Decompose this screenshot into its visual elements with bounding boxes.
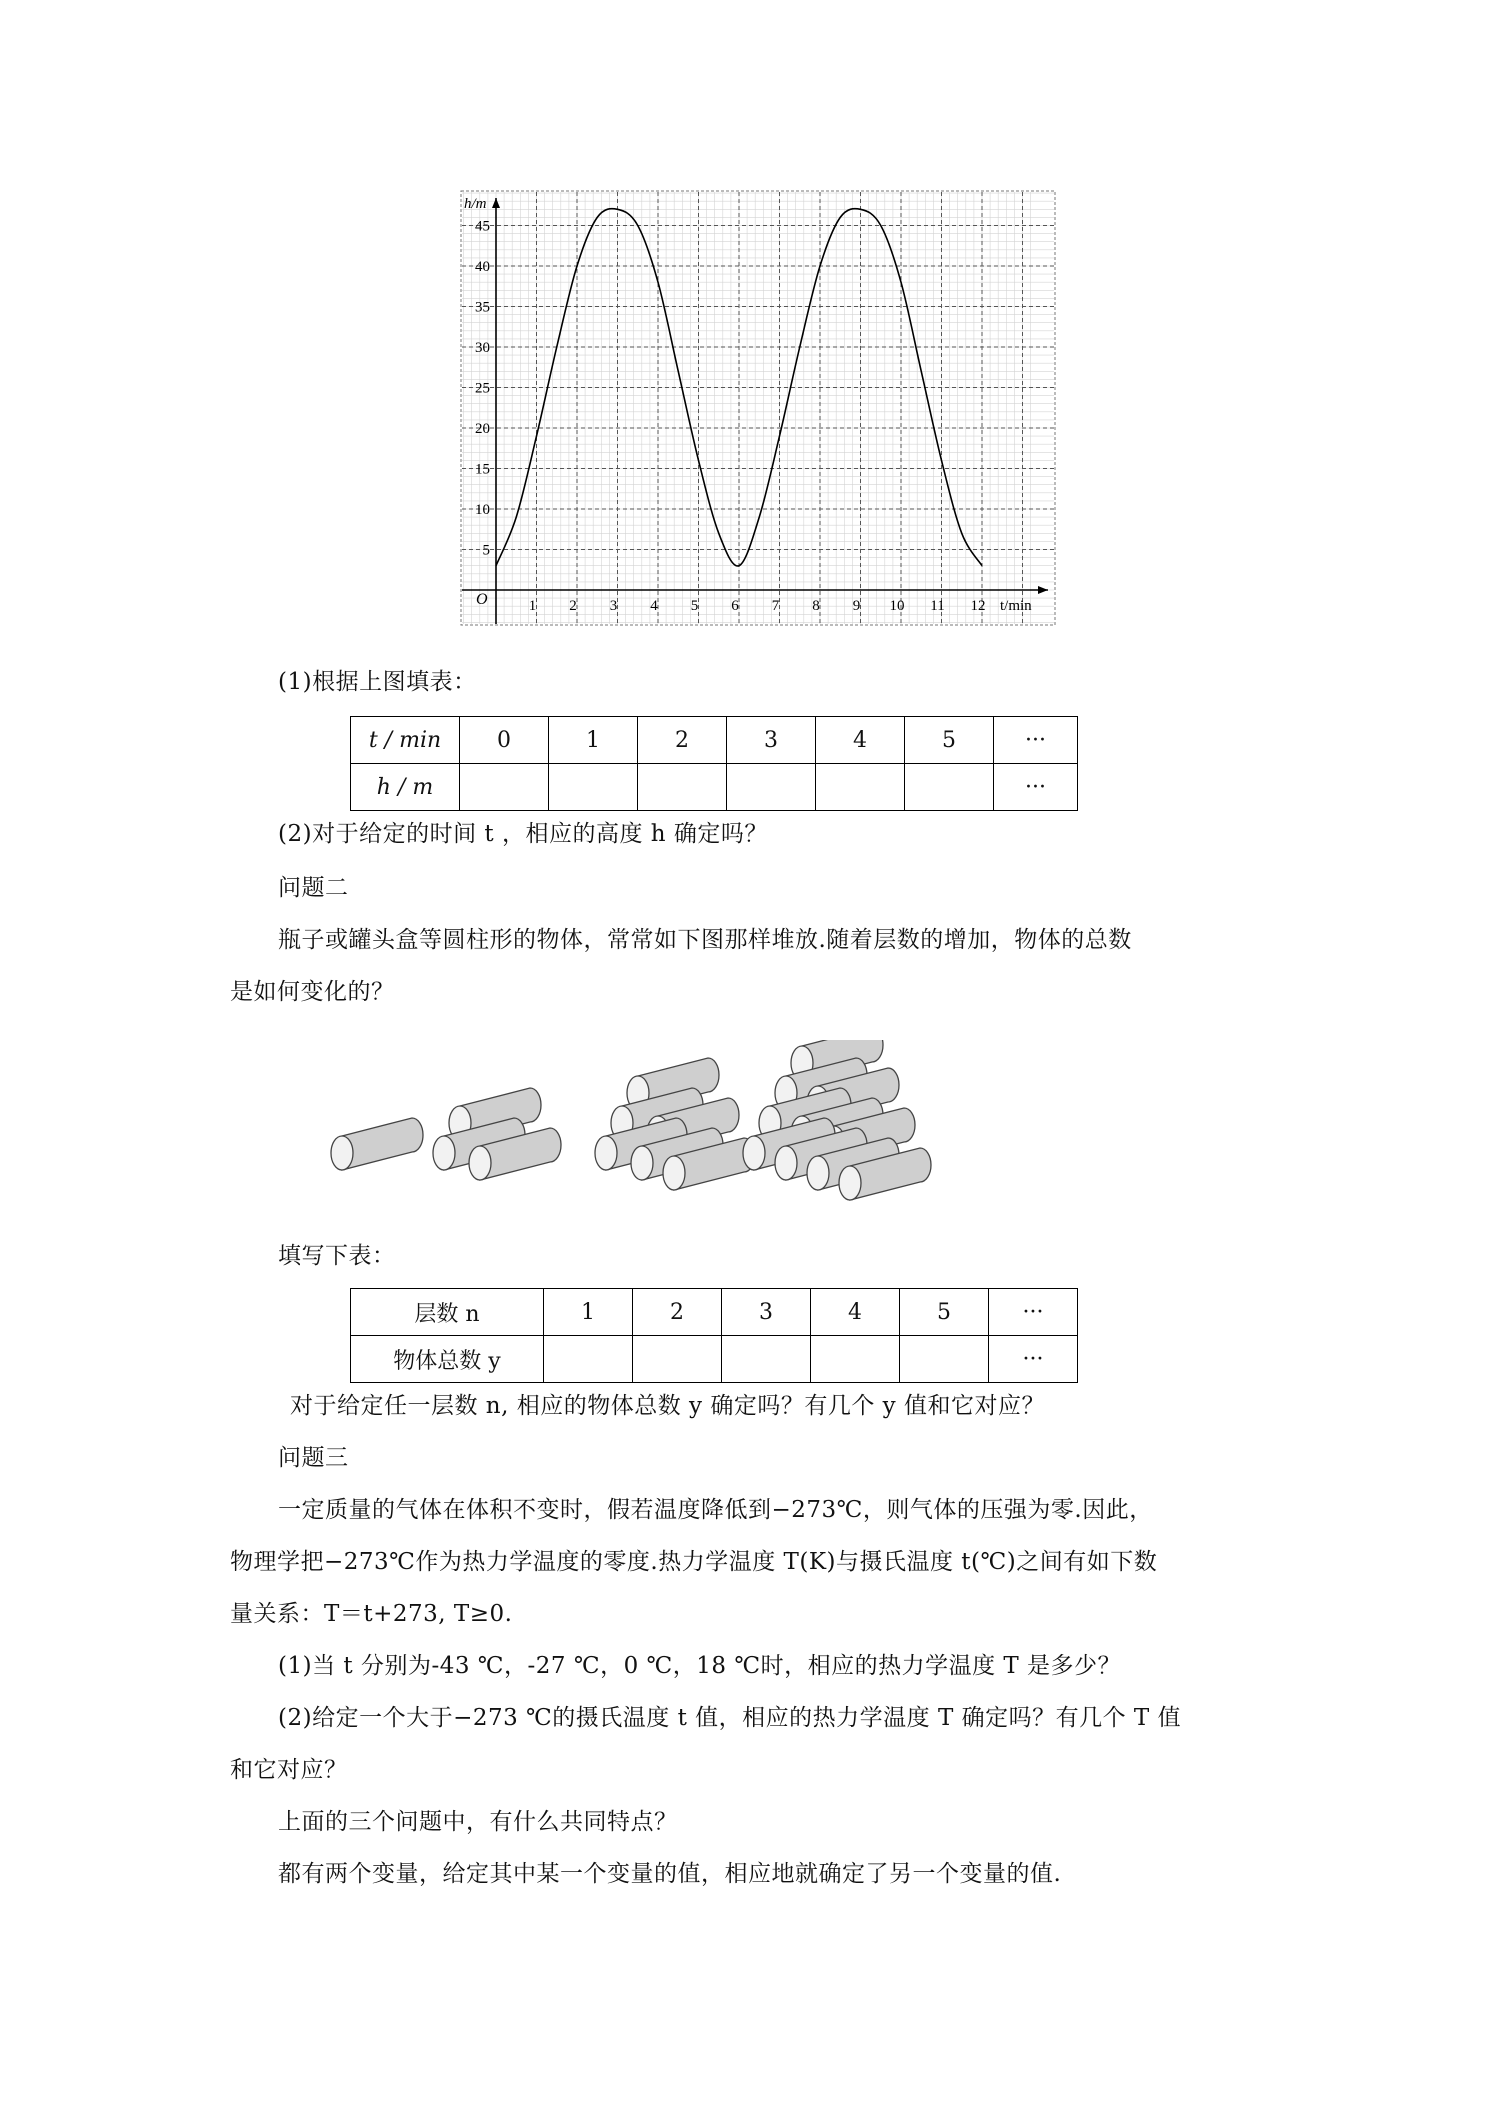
q1-part2: (2)对于给定的时间 t ，相应的高度 h 确定吗？ <box>278 821 768 847</box>
table-row <box>351 1289 1078 1336</box>
q3-line3: 量关系：T＝t+273, T≥0. <box>230 1601 513 1627</box>
table-cell <box>727 764 816 811</box>
q3-part2-line1: (2)给定一个大于−273 ℃的摄氏温度 t 值，相应的热力学温度 T 确定吗？有几个 T 值 <box>278 1705 1182 1731</box>
q2-question: 对于给定任一层数 n, 相应的物体总数 y 确定吗？有几个 y 值和它对应？ <box>290 1393 1045 1419</box>
table-cell: h / m <box>351 764 460 811</box>
table-row <box>351 1336 1078 1383</box>
table-cell <box>811 1336 900 1383</box>
table-cell: ··· <box>994 764 1078 811</box>
y-axis-label: h/m <box>464 196 487 212</box>
q1-part1: (1)根据上图填表： <box>278 669 477 695</box>
table-row <box>351 717 1078 764</box>
table-cell: 1 <box>544 1289 633 1336</box>
table-cell <box>633 1336 722 1383</box>
table-cell <box>722 1336 811 1383</box>
q3-part1: (1)当 t 分别为-43 ℃，-27 ℃，0 ℃，18 ℃时，相应的热力学温度 T 是多少？ <box>278 1653 1122 1679</box>
table-cell <box>900 1336 989 1383</box>
table-cell: 层数 n <box>351 1289 544 1336</box>
stack-2-layers <box>433 1088 561 1180</box>
table-cell <box>638 764 727 811</box>
x-tick-label: 8 <box>812 598 820 614</box>
table-cell <box>816 764 905 811</box>
table-cell: ··· <box>989 1289 1078 1336</box>
table-cell <box>460 764 549 811</box>
stacked-cylinders-figure <box>320 1040 940 1210</box>
q2-fill-label: 填写下表： <box>278 1243 396 1269</box>
stack-3-layers <box>595 1058 755 1190</box>
table-cell: 3 <box>727 717 816 764</box>
x-tick-label: 5 <box>690 598 699 614</box>
y-tick-label: 25 <box>475 380 490 397</box>
q2-intro-line1: 瓶子或罐头盒等圆柱形的物体，常常如下图那样堆放.随着层数的增加，物体的总数 <box>278 927 1132 953</box>
q3-line2: 物理学把−273℃作为热力学温度的零度.热力学温度 T(K)与摄氏温度 t(℃)之间有如下数 <box>230 1549 1158 1575</box>
y-tick-label: 10 <box>475 502 490 518</box>
summary-answer: 都有两个变量，给定其中某一个变量的值，相应地就确定了另一个变量的值. <box>278 1861 1062 1887</box>
table-cell: 0 <box>460 717 549 764</box>
y-tick-label: 20 <box>475 421 490 437</box>
q3-title: 问题三 <box>278 1445 349 1471</box>
q2-intro-line2: 是如何变化的？ <box>230 979 395 1005</box>
x-tick-label: 10 <box>889 598 905 614</box>
x-tick-label: 4 <box>650 598 658 614</box>
q3-part2-line2: 和它对应？ <box>230 1757 348 1783</box>
q2-table <box>350 1288 1078 1383</box>
stack-4-layers <box>743 1040 931 1200</box>
y-tick-label: 30 <box>475 340 490 356</box>
x-tick-label: 2 <box>569 598 577 614</box>
x-tick-label: 9 <box>852 598 861 614</box>
q1-table <box>350 716 1078 811</box>
table-cell: ··· <box>989 1336 1078 1383</box>
table-row <box>351 764 1078 811</box>
y-tick-label: 45 <box>475 218 490 235</box>
y-tick-label: 15 <box>475 461 490 478</box>
q3-line1: 一定质量的气体在体积不变时，假若温度降低到−273℃，则气体的压强为零.因此， <box>278 1497 1153 1523</box>
table-cell: 5 <box>905 717 994 764</box>
x-axis-arrow <box>1038 586 1048 594</box>
table-cell: ··· <box>994 717 1078 764</box>
table-cell: 物体总数 y <box>351 1336 544 1383</box>
x-tick-label: 1 <box>528 598 537 614</box>
origin-label: O <box>476 591 488 608</box>
summary-question: 上面的三个问题中，有什么共同特点？ <box>278 1809 678 1835</box>
y-axis-arrow <box>492 198 500 208</box>
table-cell: t / min <box>351 717 460 764</box>
table-cell: 2 <box>638 717 727 764</box>
x-tick-label: 6 <box>731 598 739 614</box>
x-tick-label: 7 <box>771 598 780 614</box>
table-cell: 2 <box>633 1289 722 1336</box>
table-cell: 1 <box>549 717 638 764</box>
table-cell <box>905 764 994 811</box>
y-tick-label: 35 <box>475 299 490 316</box>
x-tick-label: 12 <box>970 598 986 614</box>
table-cell: 5 <box>900 1289 989 1336</box>
q2-title: 问题二 <box>278 875 349 901</box>
x-tick-label: 3 <box>609 598 618 614</box>
x-tick-label: 11 <box>930 598 945 614</box>
height-time-chart <box>460 190 1070 630</box>
table-cell <box>544 1336 633 1383</box>
stack-1-layer <box>331 1118 423 1170</box>
table-cell: 4 <box>811 1289 900 1336</box>
y-tick-label: 40 <box>475 259 490 275</box>
y-tick-label: 5 <box>482 542 490 559</box>
x-axis-label: t/min <box>1000 598 1032 614</box>
table-cell: 4 <box>816 717 905 764</box>
table-cell <box>549 764 638 811</box>
table-cell: 3 <box>722 1289 811 1336</box>
